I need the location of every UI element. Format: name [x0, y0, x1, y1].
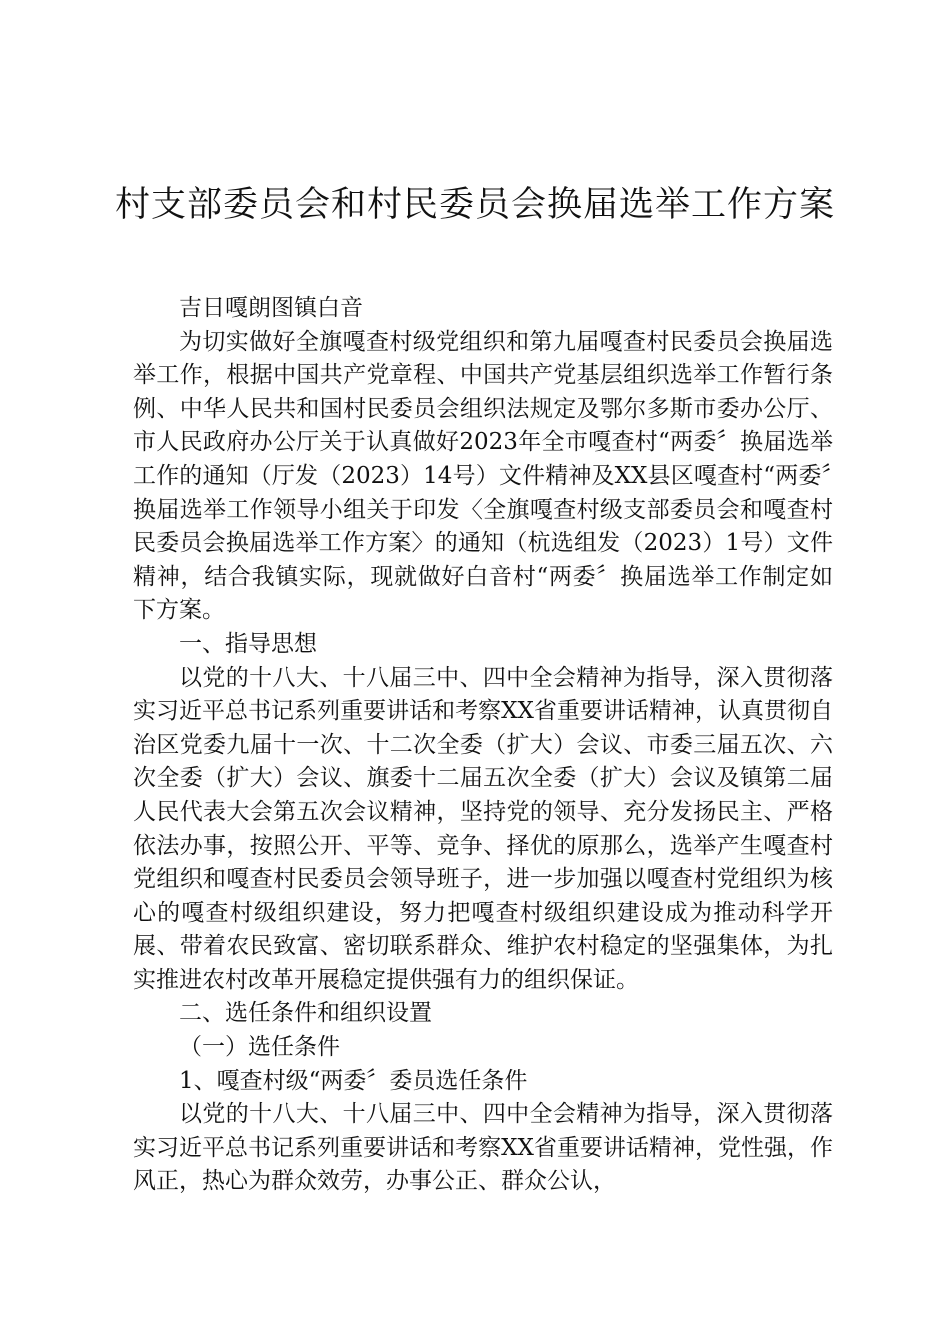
document-title: 村支部委员会和村民委员会换届选举工作方案	[114, 185, 835, 225]
guiding-thought-paragraph: 以党的十八大、十八届三中、四中全会精神为指导，深入贯彻落实习近平总书记系列重要讲话和考察XX省重要讲话精神，认真贯彻自治区党委九届十一次、十二次全委（扩大）会议、市委三届五次、六次全委（扩大）会议、旗委十二届五次全委（扩大）会议及镇第二届人民代表大会第五次会议精神，坚持党的领导、充分发扬民主、严格依法办事，按照公开、平等、竞争、择优的原那么，选举产生嘎查村党组织和嘎查村民委员会领导班子，进一步加强以嘎查村党组织为核心的嘎查村级组织建设，努力把嘎查村级组织建设成为推动科学开展、带着农民致富、密切联系群众、维护农村稳定的坚强集体，为扎实推进农村改革开展稳定提供强有力的组织保证。	[133, 664, 833, 993]
section-heading-guiding-thought: 一、指导思想	[179, 630, 317, 657]
subsection-heading-conditions: （一）选任条件	[179, 1034, 340, 1061]
author-line: 吉日嘎朗图镇白音	[179, 295, 363, 321]
conditions-paragraph: 以党的十八大、十八届三中、四中全会精神为指导，深入贯彻落实习近平总书记系列重要讲话和考察XX省重要讲话精神，党性强，作风正，热心为群众效劳，办事公正、群众公认，	[133, 1101, 833, 1195]
section-heading-conditions: 二、选任条件和组织设置	[179, 1000, 432, 1027]
document-body	[133, 292, 833, 1199]
item-heading-committee-conditions: 1、嘎查村级“两委〞委员选任条件	[179, 1067, 528, 1094]
intro-paragraph: 为切实做好全旗嘎查村级党组织和第九届嘎查村民委员会换届选举工作，根据中国共产党章程、中国共产党基层组织选举工作暂行条例、中华人民共和国村民委员会组织法规定及鄂尔多斯市委办公厅、市人民政府办公厅关于认真做好2023年全市嘎查村“两委〞换届选举工作的通知（厅发（2023）14号）文件精神及XX县区嘎查村“两委〞换届选举工作领导小组关于印发〈全旗嘎查村级支部委员会和嘎查村民委员会换届选举工作方案〉的通知（杭选组发（2023）1号）文件精神，结合我镇实际，现就做好白音村“两委〞换届选举工作制定如下方案。	[133, 328, 833, 624]
